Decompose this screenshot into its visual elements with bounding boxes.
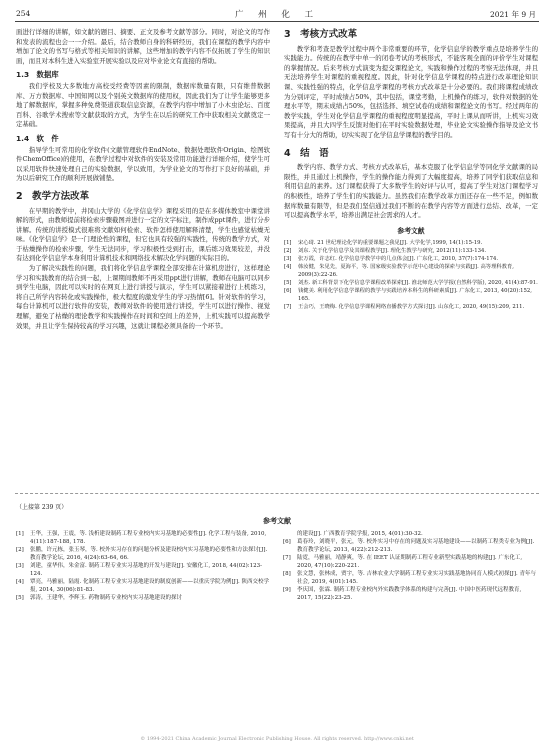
bottom-references bbox=[16, 516, 538, 602]
bottom-references-left bbox=[16, 530, 271, 602]
reference-item bbox=[284, 279, 538, 287]
reference-number: [7] bbox=[284, 304, 292, 311]
reference-number: [4] bbox=[16, 579, 24, 585]
reference-text: 钱健美. 利用化学信息学课程的教学与实践培养本科生的科研素质[J]. 广东化工, 2013, 40(20):152, 165. bbox=[298, 288, 532, 303]
reference-number: [3] bbox=[284, 256, 292, 263]
reference-number: [5] bbox=[284, 280, 292, 287]
continuation-note: （上接第 239 页） bbox=[16, 504, 68, 511]
reference-number: [1] bbox=[284, 240, 292, 247]
reference-text: 覃亮，马雅丽，陆霞. 化制药工程专业实习基地建设的制度创新——以重庆学院为例[J]. 陕西交校学报, 2014, 30(06):81-83. bbox=[30, 579, 269, 593]
section-2-paragraph-b: 为了解决实践性的问题，我们将化学信息学课程全部安排在计算机房进行，这样理论学习和实践教育的结合到一起，上课期间教师不再采用ppt进行讲解，教师在电脑可以同步到学生电脑，因此可以实时的在网页上进行讲授与演示，学生可以紧接着进行上机练习，将自己所学内容转化或实践操作，极大程度的激发学生的学习热情[6]。针对软件的学习，每台计算机可以进行软件的安装，教师对软件的使用进行讲授，学生可以进行操作、视觉理解，避免了枯燥的理论教学和实践操作在时间和空间上的差异，上机实践可以提高教学效果，并且让学生保持较高的学习兴趣，这就让课程必须具备的一个环节。 bbox=[16, 264, 270, 330]
reference-item bbox=[284, 287, 538, 303]
reference-item bbox=[283, 538, 538, 554]
reference-number: [9] bbox=[283, 587, 291, 593]
reference-item bbox=[16, 546, 271, 562]
journal-name: 广 州 化 工 bbox=[234, 10, 320, 20]
references-title: 参考文献 bbox=[397, 226, 425, 235]
reference-item bbox=[283, 586, 538, 602]
reference-text: 葛春玲，刘晓平，张元，等. 校外实习中存在的问题及实习基地建设——以制药工程类专业为例[J]. 教育教学论坛, 2013, 4(22):212-213. bbox=[297, 539, 535, 553]
reference-item bbox=[16, 578, 271, 594]
reference-text: 郭涛，王建华，李辉玉. 药物制药专业校内实习基地建设的探讨 bbox=[30, 595, 182, 601]
article-divider bbox=[15, 493, 539, 494]
reference-item bbox=[283, 570, 538, 586]
reference-text: 张文慧，张林成，贾宇，等. 吉林农业大学制药工程专业实习实践基地协同育人模式初探[J]. 青年与社会, 2019, 4(01):145. bbox=[297, 571, 536, 585]
section-1-3-paragraph: 我们学校及大多数地方高校受经费等因素的限制，数据库数量有限，只有维普数据库、万方数据库、中国知网以及个别英文数据库的使用权，因此我们为了让学生能够更多地了解数据库，掌握多种免费渠道获取信息资源，在教学内容中增加了小木虫论坛、百度百科、谷歌学术搜索等文献获取的方式，为学生在以后的研究工作中获取相关文献奠定一定基础。 bbox=[16, 81, 270, 129]
reference-text: 的建设[J]. 广西教育学院学报, 2015, 4(01):30-32. bbox=[297, 531, 423, 537]
bottom-references-columns bbox=[16, 530, 538, 602]
issue-date: 2021 年 9 月 bbox=[489, 10, 536, 19]
section-1-4-heading: 1.4 软 件 bbox=[16, 133, 59, 143]
reference-text: 陆霓，马雅丽，靖静爽，等. 在 IEET 认证期制药工程专业新型实践基地的构建[J]. 广东化工, 2020, 47(10):220-221. bbox=[297, 555, 523, 569]
section-3-heading: 3 考核方式改革 bbox=[284, 29, 358, 40]
reference-text: 宋心琦. 21 世纪理论化学的重要课题之我见[J]. 大学化学,1999, 14(1):15-19. bbox=[298, 240, 483, 247]
reference-number: [2] bbox=[16, 547, 24, 553]
page-number: 254 bbox=[16, 9, 31, 18]
reference-number: [7] bbox=[283, 555, 291, 561]
bottom-references-right bbox=[283, 530, 538, 602]
reference-number: [2] bbox=[284, 248, 292, 255]
intro-paragraph: 面进行详细的讲解，如文献的题目、摘要、正文及参考文献等部分。同时，对论文的写作和发表的流程也会一一介绍。最后，结合教师自身的科研经历，我们在课程的教学内容中增加了论文的书写与格式等相关知识的讲解，这些增加的教学内容不仅拓展了学生的知识面，而且对本科生进入实验室开展实验以及应对毕业论文有直接的帮助。 bbox=[16, 28, 270, 65]
reference-number: [4] bbox=[284, 264, 292, 271]
section-3-paragraph: 教学和考查是教学过程中两个非常重要的环节，化学信息学的教学重点是培养学生的实践能力。传统的在教学中单一的闭卷考试的考核形式，不能客观全面的评价学生对课程的掌握情况。后来考核方式演变为提交课程论文，实践和操作过程的考察无法体现，并且无法培养学生对课程的重视程度。因此，针对化学信息学课程的特点进行改革理论知识课、实践性强的特点，化学信息学课程的考核方式改革是十分必要的。我们将课程成绩改为分别评定，平时成绩占50%，其中包括，课堂考勤，上机操作的练习，软件对数据的处理水平等，期末成绩占50%，包括选择、填空试卷的成绩和课程论文的书写。经过两年的教学实践，学生对化学信息学课程的重视程度明显提高，平时上课从而听讲，上机实习效果提高，并且大四学生反馈对他们在平时实验数据处理，毕业论文实验操作指导及论文书写有十分大的帮助，切实实现了化学信息学课程的教学目的。 bbox=[284, 44, 538, 139]
reference-text: 刘建，童华伟，朱金富. 制药工程专业实习基地的开发与建设[J]. 安徽化工, 2018, 44(02):123-124. bbox=[30, 563, 262, 577]
reference-number: [5] bbox=[16, 595, 24, 601]
reference-item bbox=[284, 247, 538, 255]
reference-text: 刘杰. 新工科背景下化学信息学课程改革探索[J]. 淮北师范大学学报(自然科学版), 2020, 41(4):87-91. bbox=[298, 280, 538, 287]
reference-item bbox=[16, 562, 271, 578]
reference-item bbox=[283, 554, 538, 570]
reference-text: 韩汝健，朱见先，夏海平，等. 国家级实验教学示范中心建设的探索与实践[J]. 高等理科教育, 2009(3):22-26. bbox=[298, 264, 514, 279]
references-list bbox=[284, 239, 538, 311]
reference-number bbox=[283, 530, 297, 538]
bottom-references-title: 参考文献 bbox=[263, 517, 291, 525]
reference-item bbox=[283, 530, 538, 538]
reference-number: [8] bbox=[283, 571, 291, 577]
copyright-footer: © 1994-2021 China Academic Journal Electronic Publishing House. All rights reserved. http://www.cnki.net bbox=[140, 736, 414, 742]
reference-item bbox=[284, 263, 538, 279]
reference-item bbox=[284, 303, 538, 311]
header-rule bbox=[15, 21, 539, 22]
reference-text: 李庆国，张霖. 制药工程专业校内外实践教学体系的构建与完善[J]. 中国中医药现代远程教育, 2017, 15(22):23-25. bbox=[297, 587, 522, 601]
reference-text: 王华，王强，王震，等. 浅析建设制药工程专业校内实习基地的必要性[J]. 化学工程与装备, 2010, 4(11):187-188, 178. bbox=[30, 531, 267, 545]
reference-number: [6] bbox=[283, 539, 291, 545]
section-4-heading: 4 结 语 bbox=[284, 147, 329, 159]
section-2-heading: 2 教学方法改革 bbox=[16, 190, 90, 202]
section-1-3-heading: 1.3 数据库 bbox=[16, 70, 59, 80]
reference-text: 张鹏，许元栋，张玉琴，等. 校外实习存在的问题分析及建设校内实习基地的必要性和方法探讨[J]. 教育教学论坛, 2016, 4(24):63-64, 66. bbox=[30, 547, 268, 561]
reference-text: 王会巧，王晓梅. 化学信息学课程网络直播教学方式探讨[J]. 山东化工, 2020, 49(15):209, 211. bbox=[298, 304, 525, 311]
page-header bbox=[0, 0, 554, 24]
reference-text: 刘东. 关于化学信息学及其课程教学[J]. 理化生教学与研究, 2012(11):133-134. bbox=[298, 248, 487, 255]
reference-item bbox=[284, 255, 538, 263]
reference-number: [3] bbox=[16, 563, 24, 569]
reference-item bbox=[16, 594, 271, 602]
section-2-paragraph-a: 在早期的教学中，井冈山大学的《化学信息学》课程采用的是在多媒体教室中课堂讲解的形式，由教师提前将检索步骤截图并进行一定的文字标注，制作成ppt课件，进行分步讲解。传统的讲授模式很难将文献如何检索、软件怎样使用解释清楚，学生也感觉枯燥无味。《化学信息学》是一门理论性的课程，但它也具有较强的实践性，传统的教学方式，对于枯燥操作的检索步骤，学生无法同步，学习积极性受到打击，课后练习效果较差，并没有达到化学信息学本身利用计算机技术和网络技术解决化学问题的实际目的。 bbox=[16, 206, 270, 263]
section-1-4-paragraph: 指导学生可常用的化学软件(文献管理软件EndNote、数据处理软件Origin、绘图软件ChemOffice)的使用，在教学过程中对软件的安装及常用功能进行详细介绍，使学生可以采用软件快速处理自己的实验数据，学以致用，为学业论文的写作打下良好的基础，并为以后研究工作的顺利开展做铺垫。 bbox=[16, 145, 270, 183]
section-4-paragraph: 教学内容、教学方式、考核方式改革后，基本克服了化学信息学等同化学文献课的局限性，并且通过上机操作，学生的操作能力得到了大幅度提高，培养了同学们获取信息和利用信息的素养。这门课程获得了大多数学生的好评与认可，提高了学生对这门课程学习的积极性，培养了学生们的实践能力。虽然我们在教学改革方面还存在一些不足，例如数据库数量有限等，但是我们坚信通过我们不断的在教学内容等方面进行总结、改革，一定可以提高教学水平，培养出满足社会需求的人才。 bbox=[284, 163, 538, 220]
reference-item bbox=[16, 530, 271, 546]
reference-item bbox=[284, 239, 538, 247]
reference-number: [1] bbox=[16, 531, 24, 537]
right-column bbox=[284, 28, 538, 311]
reference-number: [6] bbox=[284, 288, 292, 295]
reference-text: 张万霞，许志红. 化学信息学教学中的几点体会[J]. 广东化工, 2010, 37(7):174-174. bbox=[298, 256, 499, 263]
left-column bbox=[16, 28, 270, 331]
